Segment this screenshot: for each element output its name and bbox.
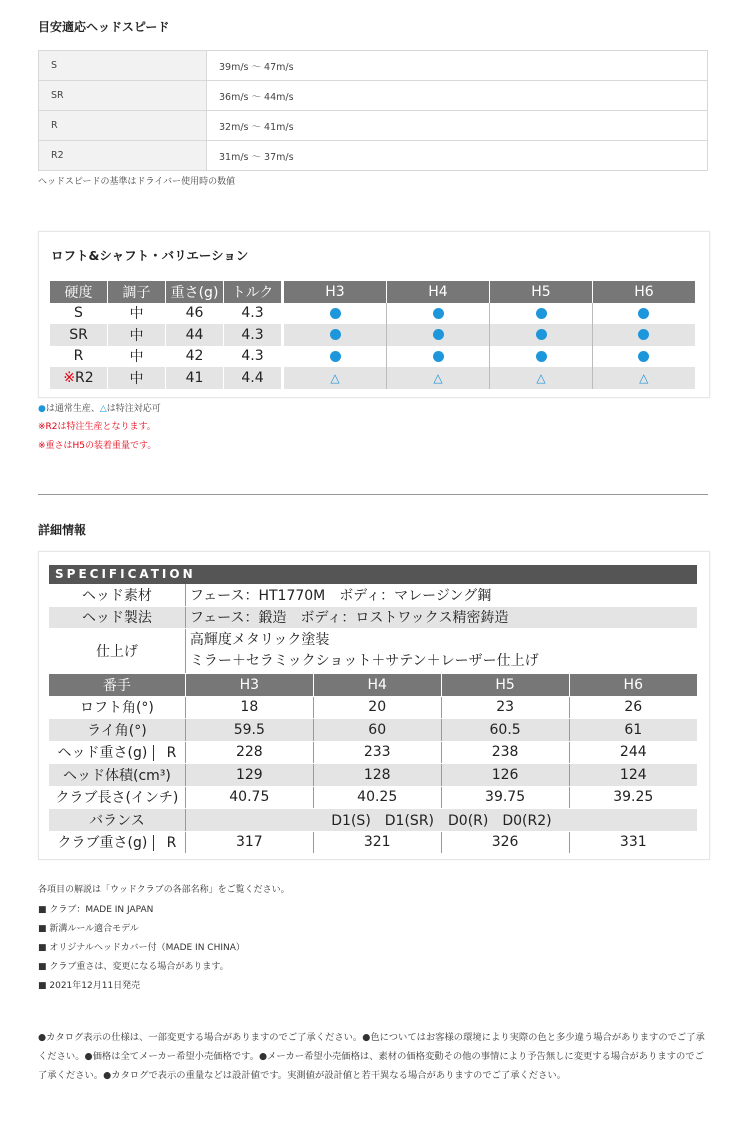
available-dot-icon [433,351,444,362]
table-row [39,51,708,81]
head-speed-table [38,50,708,171]
variation-panel [38,231,710,398]
speed-cell: 36m/s 〜 44m/s [207,81,708,111]
spec-value: 26 [569,696,697,719]
availability-cell [490,367,593,389]
available-dot-icon [330,308,341,319]
table-row [39,111,708,141]
variation-table [50,281,696,389]
section-divider [38,494,708,495]
available-dot-icon [638,308,649,319]
flex-cell: SR [39,81,207,111]
footnote-item: ■ 新溝ルール適合モデル [38,924,139,934]
availability-cell [387,324,490,346]
availability-cell [284,324,387,346]
spec-value: 40.75 [185,786,313,809]
variation-title: ロフト&シャフト・バリエーション [51,248,249,263]
header-cell: H6 [569,674,697,697]
finish-line-1: 高輝度メタリック塗装 [189,632,330,648]
spec-value: 317 [185,831,313,854]
spec-label-text: クラブ重さ(g) [57,835,148,852]
availability-cell [593,346,696,368]
weight-cell: 44 [166,324,224,346]
special-order-triangle-icon: △ [433,370,443,385]
table-row [49,741,697,764]
table-row [39,81,708,111]
spec-table [49,584,697,854]
weight-cell: 46 [166,303,224,325]
header-cell: H5 [490,281,593,303]
flex-cell [50,367,108,389]
availability-cell [593,367,696,389]
available-dot-icon [433,308,444,319]
variation-header-row [50,281,695,303]
spec-label: ヘッド製法 [49,606,185,629]
spec-value: 228 [185,741,313,764]
spec-value: 39.25 [569,786,697,809]
kick-cell: 中 [108,367,166,389]
spec-value: 20 [313,696,441,719]
spec-label [49,741,185,764]
spec-value: 128 [313,764,441,787]
table-row [50,367,695,389]
spec-label-text: ヘッド重さ(g) [57,745,148,762]
spec-value: 40.25 [313,786,441,809]
table-row [49,809,697,832]
table-row [49,584,697,606]
table-row [49,629,697,674]
availability-cell [387,346,490,368]
spec-value: フェース：HT1770M ボディ：マレージング鋼 [185,584,697,606]
kick-cell: 中 [108,324,166,346]
table-row [49,719,697,742]
spec-value: 61 [569,719,697,742]
special-order-triangle-icon: △ [536,370,546,385]
weight-cell: 42 [166,346,224,368]
special-order-mark: ※ [63,369,76,386]
spec-panel [38,551,710,860]
footnote-item: ■ クラブ重さは、変更になる場合があります。 [38,962,229,972]
detail-title: 詳細情報 [38,523,87,537]
table-row [49,786,697,809]
header-cell: H5 [441,674,569,697]
spec-value: フェース：鍛造 ボディ：ロストワックス精密鋳造 [185,606,697,629]
available-dot-icon [330,329,341,340]
table-row [49,606,697,629]
available-dot-icon [536,308,547,319]
spec-label: ロフト角(°) [49,696,185,719]
variation-legend [38,401,161,414]
spec-value: 23 [441,696,569,719]
header-cell: 番手 [49,674,185,697]
available-dot-icon [330,351,341,362]
header-cell: H4 [313,674,441,697]
availability-cell [593,303,696,325]
speed-cell: 31m/s 〜 37m/s [219,151,294,163]
spec-label: ヘッド素材 [49,584,185,606]
head-speed-note: ヘッドスピードの基準はドライバー使用時の数値 [38,177,236,187]
table-row [50,324,695,346]
spec-value: 244 [569,741,697,764]
table-row [50,346,695,368]
flex-cell: SR [50,324,108,346]
spec-label [49,831,185,854]
spec-label: ヘッド体積(cm³) [49,764,185,787]
spec-value: 39.75 [441,786,569,809]
available-dot-icon [433,329,444,340]
legend-triangle-icon: △ [99,404,107,414]
spec-label: クラブ長さ(インチ) [49,786,185,809]
spec-value [185,629,697,674]
spec-value: 238 [441,741,569,764]
torque-cell: 4.4 [224,367,282,389]
kick-cell: 中 [108,346,166,368]
finish-line-2: ミラー＋セラミックショット＋サテン＋レーザー仕上げ [189,653,539,669]
availability-cell [284,367,387,389]
speed-cell: 32m/s 〜 41m/s [207,111,708,141]
flex-label: R [153,745,176,761]
available-dot-icon [638,351,649,362]
speed-cell: 39m/s 〜 47m/s [207,51,708,81]
spec-value: 233 [313,741,441,764]
availability-cell [490,324,593,346]
header-cell: 硬度 [50,281,108,303]
spec-value: 326 [441,831,569,854]
torque-cell: 4.3 [224,324,282,346]
availability-cell [490,303,593,325]
header-cell: トルク [224,281,282,303]
header-cell: H3 [185,674,313,697]
table-row [49,696,697,719]
disclaimer-text: ●カタログ表示の仕様は、一部変更する場合がありますのでご了承ください。●色についてはお客様の環境により実際の色と多少違う場合がありますのでご了承ください。●価格は全てメーカー希望小売価格です。●メーカー希望小売価格は、素材の価格変動その他の事情により予告無しに変更する場合がありますのでご了承ください。●カタログで表示の重量などは設計値です。実測値が設計値と若干異なる場合がありますのでご了承ください。 [38,1032,705,1081]
weight-note: ※重さはH5の装着重量です。 [38,441,157,451]
spec-header-bar: SPECIFICATION [49,565,697,584]
spec-value: D1(S) D1(SR) D0(R) D0(R2) [185,809,697,832]
availability-cell [387,303,490,325]
head-speed-title: 目安適応ヘッドスピード [38,20,170,34]
spec-label: 仕上げ [49,629,185,674]
header-cell: H3 [284,281,387,303]
availability-cell [490,346,593,368]
spec-value: 60 [313,719,441,742]
legend-text: は特注対応可 [106,404,161,414]
flex-cell: R [50,346,108,368]
footnote-item: ■ オリジナルヘッドカバー付（MADE IN CHINA） [38,943,245,953]
header-cell: 調子 [108,281,166,303]
flex-cell: S [50,303,108,325]
footnote-intro: 各項目の解説は「ウッドクラブの各部名称」をご覧ください。 [38,885,290,895]
table-row [50,303,695,325]
spec-value: 124 [569,764,697,787]
footnote-item: ■ 2021年12月11日発売 [38,981,141,991]
spec-value: 18 [185,696,313,719]
spec-value: 60.5 [441,719,569,742]
header-cell: H6 [593,281,696,303]
r2-special-note: ※R2は特注生産となります。 [38,422,156,432]
spec-value: 331 [569,831,697,854]
table-row [39,141,708,171]
special-order-triangle-icon: △ [330,370,340,385]
availability-cell [284,346,387,368]
availability-cell [284,303,387,325]
flex-label: R2 [75,369,94,386]
header-cell: 重さ(g) [166,281,224,303]
spec-value: 129 [185,764,313,787]
spec-label: ライ角(°) [49,719,185,742]
torque-cell: 4.3 [224,303,282,325]
table-row [49,764,697,787]
legend-dot-icon: ● [38,404,46,414]
torque-cell: 4.3 [224,346,282,368]
footnote-item: ■ クラブ：MADE IN JAPAN [38,905,154,915]
number-header-row [49,674,697,697]
spec-value: 126 [441,764,569,787]
spec-value: 59.5 [185,719,313,742]
spec-label: バランス [49,809,185,832]
spec-value: 321 [313,831,441,854]
available-dot-icon [638,329,649,340]
available-dot-icon [536,351,547,362]
legend-text: は通常生産、 [45,404,100,414]
flex-cell: S [39,51,207,81]
weight-cell: 41 [166,367,224,389]
table-row [49,831,697,854]
special-order-triangle-icon: △ [639,370,649,385]
available-dot-icon [536,329,547,340]
flex-cell: R [39,111,207,141]
flex-label: R [153,835,176,851]
kick-cell: 中 [108,303,166,325]
header-cell: H4 [387,281,490,303]
availability-cell [387,367,490,389]
availability-cell [593,324,696,346]
flex-cell: R2 [39,141,207,171]
